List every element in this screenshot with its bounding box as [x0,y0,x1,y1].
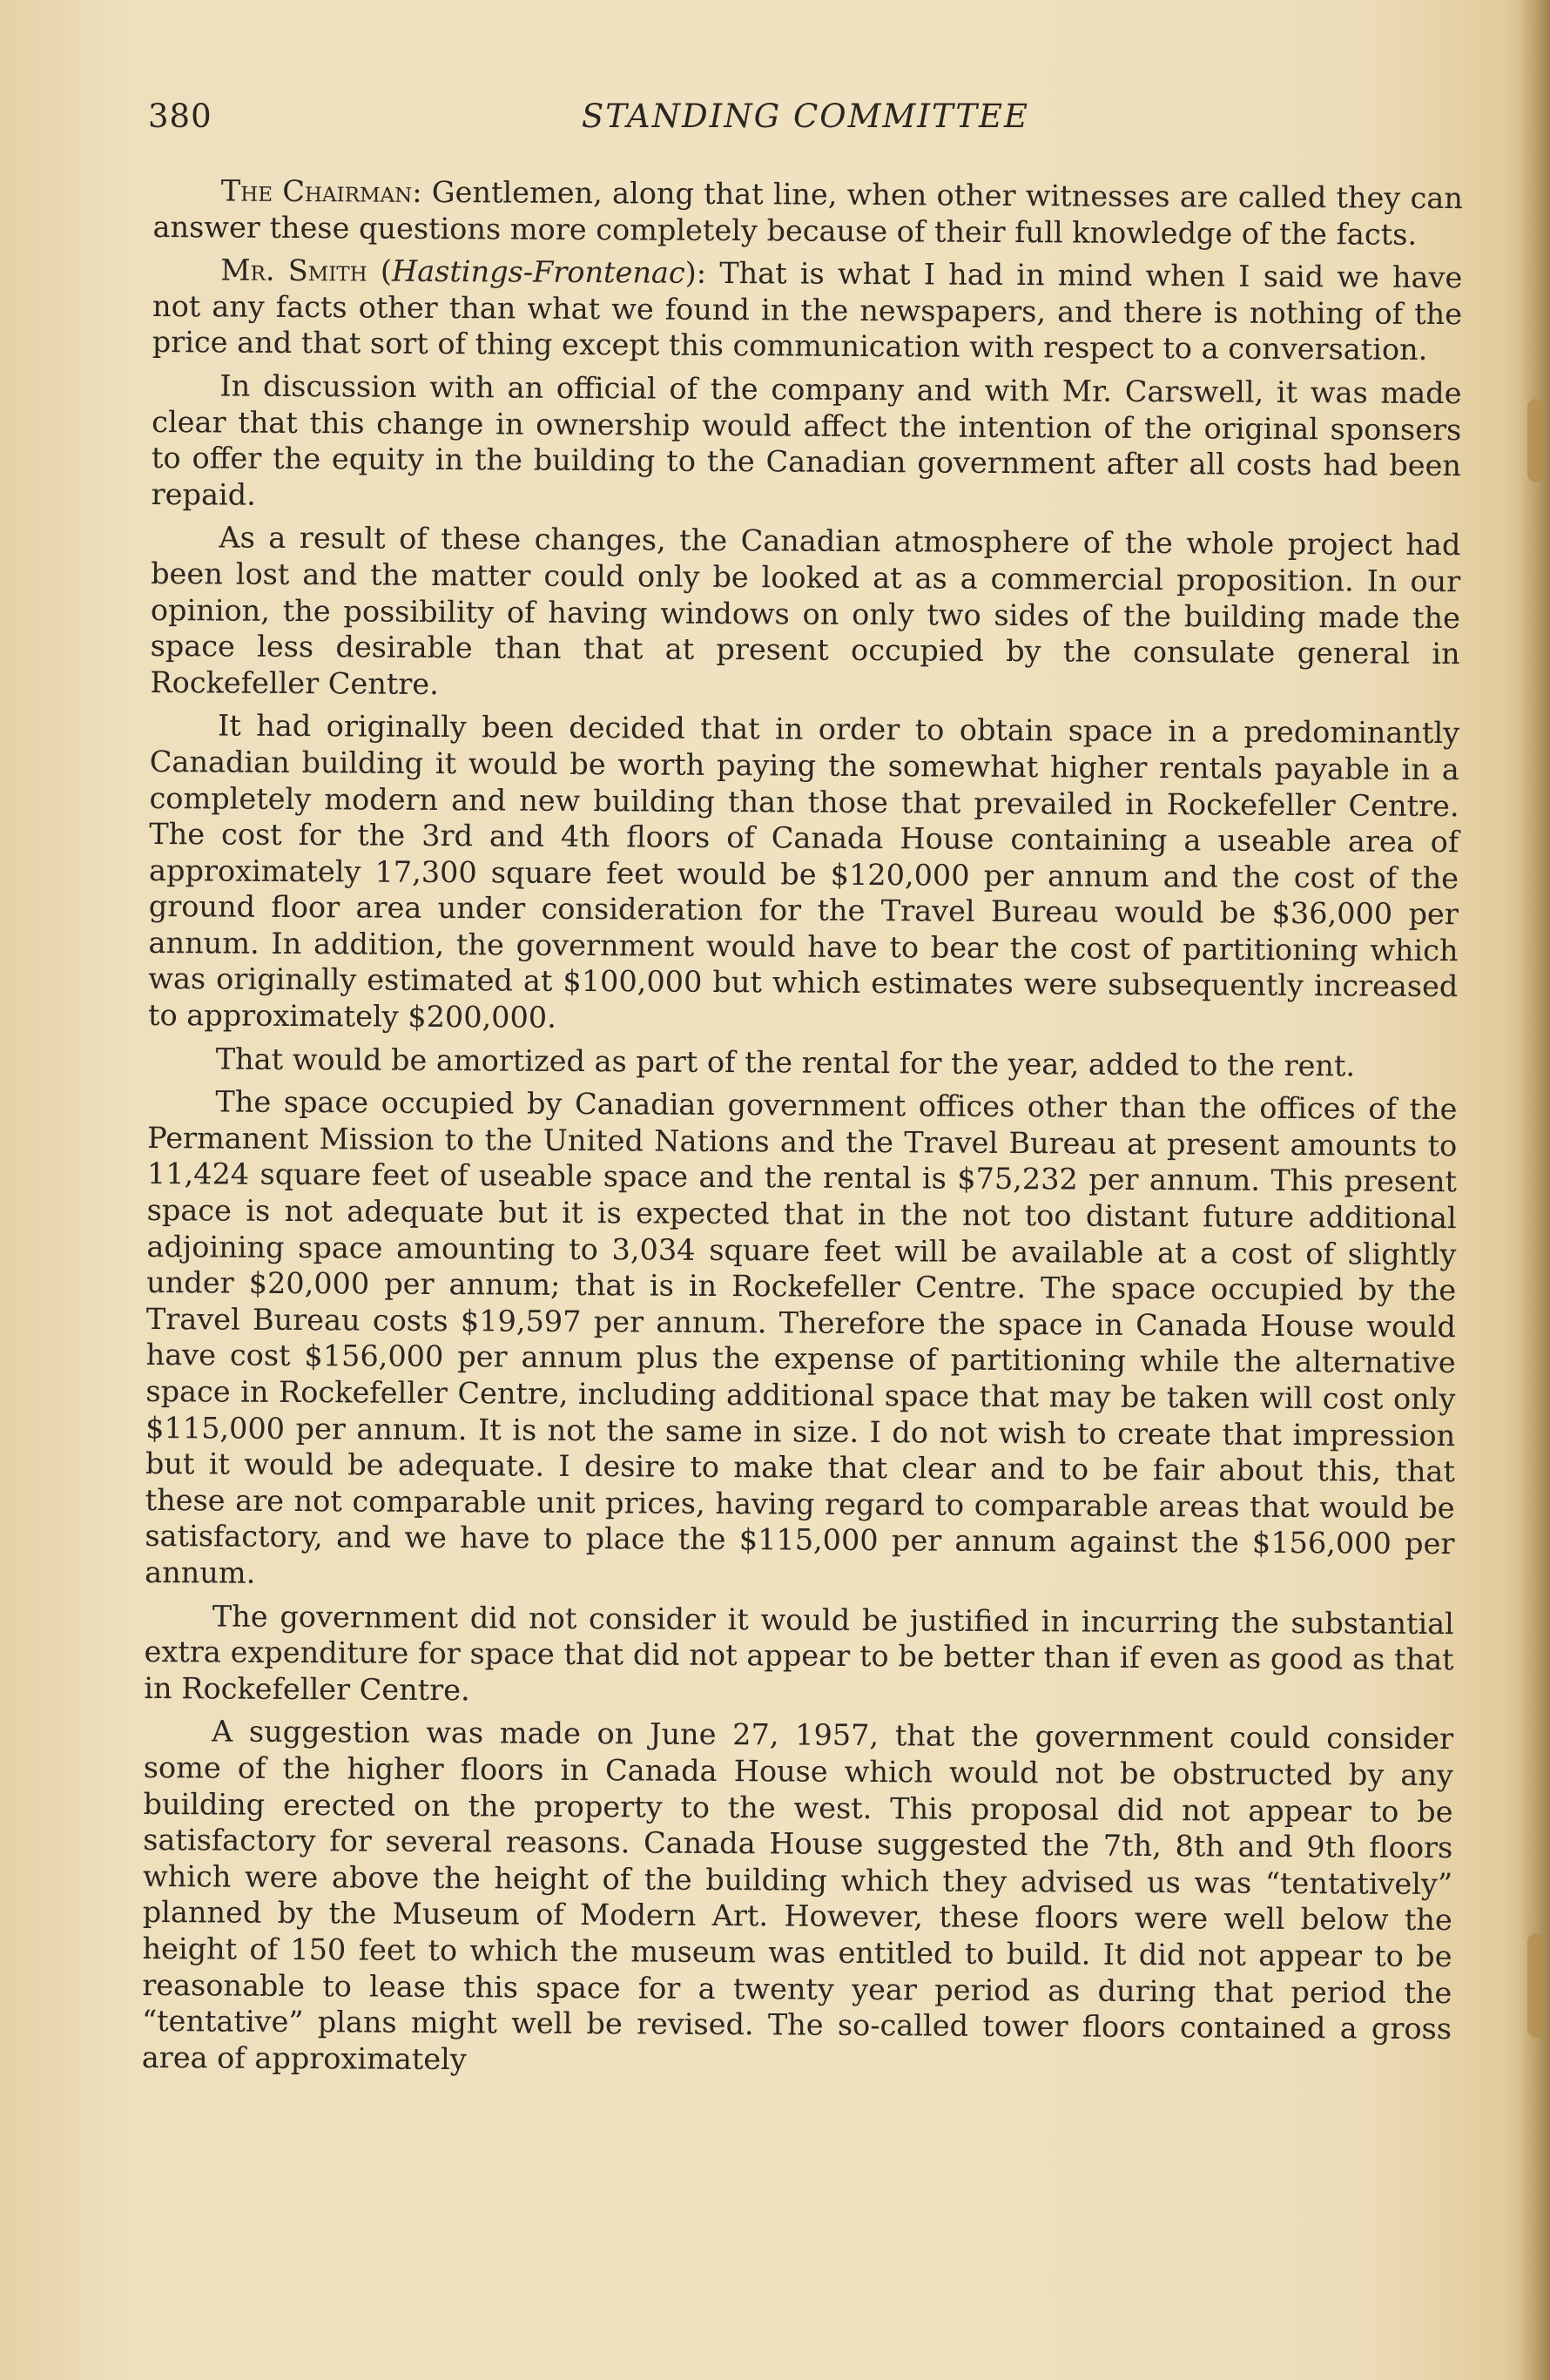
paragraph-text: It had originally been decided that in order to obtain space in a predominantly Canadian building it would be worth paying the somewhat higher rentals payable in a completely modern and new building than those that prevailed in Rockefeller Centre. The cost for the 3rd and 4th floors of Canada House containing a useable area of approximately 17,300 square feet would be $120,000 per annum and the cost of the ground floor area under consideration for the Travel Bureau would be $36,000 per annum. In addition, the government would have to bear the cost of partitioning which was originally estimated at $100,000 but which estimates were subsequently increased to approximately $200,000. [147,708,1460,1035]
paragraph-text: As a result of these changes, the Canadian atmosphere of the whole project had been lost and the matter could only be looked at as a commercial proposition. In our opinion, the possibility of having windows on only two sides of the building made the space less desirable than that at present occupied by the consulate general in Rockefeller Centre. [150,520,1461,701]
paragraph-text: The government did not consider it would be justified in incurring the substantial extra expenditure for space that did not appear to be better than if even as good as that in Rockefeller Centre. [144,1599,1454,1708]
paragraph [150,519,1460,708]
paragraph [148,1041,1458,1085]
paragraph-text: That would be amortized as part of the rental for the year, added to the rent. [215,1042,1356,1083]
running-head: STANDING COMMITTEE [581,98,1030,135]
paragraph-text: That is what I had in mind when I said we have not any facts other than what we found in the newspapers, and there is nothing of the price and that sort of thing except this communication with respect to a conversation. [152,256,1463,367]
paragraph-text: A suggestion was made on June 27, 1957, that the government could consider some of the higher floors in Canada House which would not be obstructed by any building erected on the property to the west. This proposal did not appear to be satisfactory for several reasons. Canada House suggested the 7th, 8th and 9th floors which were above the height of the building which they advised us was “tentatively” planned by the Museum of Modern Art. However, these floors were well below the height of 150 feet to which the museum was entitled to build. It did not appear to be reasonable to lease this space for a twenty year period as during that period the “tentative” plans might well be revised. The so-called tower floors contained a gross area of approximately [141,1714,1454,2076]
paragraph: Mr. Smith (Hastings-Frontenac): That is what I had in mind when I said we have not any facts other than what we found in the newspapers, and there is nothing of the price and that sort of thing except this communication with respect to a conversation. [152,253,1463,367]
speaker-name: The Chairman [220,173,413,209]
speaker-constituency: Hastings-Frontenac [391,253,685,290]
paragraph [152,367,1462,521]
body-text [142,172,1463,2090]
paragraph: The Chairman: Gentlemen, along that line, when other witnesses are called they can answer these questions more completely because of their full knowledge of the facts. [152,173,1463,252]
speaker-name: Mr. Smith [220,253,367,288]
binding-tab-mark [1527,399,1545,482]
page-header [148,98,1463,150]
binding-tab-mark [1527,1933,1545,2038]
paragraph [144,1598,1454,1715]
paragraph [148,707,1459,1042]
paragraph-text: The space occupied by Canadian government offices other than the offices of the Permanent Mission to the United Nations and the Travel Bureau at present amounts to 11,424 square feet of useable space and the rental is $75,232 per annum. This present space is not adequate but it is expected that in the not too distant future additional adjoining space amounting to 3,034 square feet will be available at a cost of slightly under $20,000 per annum; that is in Rockefeller Centre. The space occupied by the Travel Bureau costs $19,597 per annum. Therefore the space in Canada House would have cost $156,000 per annum plus the expense of partitioning while the alternative space in Rockefeller Centre, including additional space that may be taken will cost only $115,000 per annum. It is not the same in size. I do not wish to create that impression but it would be adequate. I desire to make that clear and to be fair about this, that these are not comparable unit prices, having regard to comparable areas that would be satisfactory, and we have to place the $115,000 per annum against the $156,000 per annum. [145,1084,1458,1590]
paragraph [142,1713,1454,2083]
paragraph [145,1083,1458,1598]
paragraph-text: Gentlemen, along that line, when other witnesses are called they can answer these questions more completely because of their full knowledge of the facts. [152,174,1463,252]
page-number: 380 [148,98,212,135]
paragraph-text: In discussion with an official of the company and with Mr. Carswell, it was made clear that this change in ownership would affect the intention of the original sponsers to offer the equity in the building to the Canadian government after all costs had been repaid. [151,368,1462,512]
